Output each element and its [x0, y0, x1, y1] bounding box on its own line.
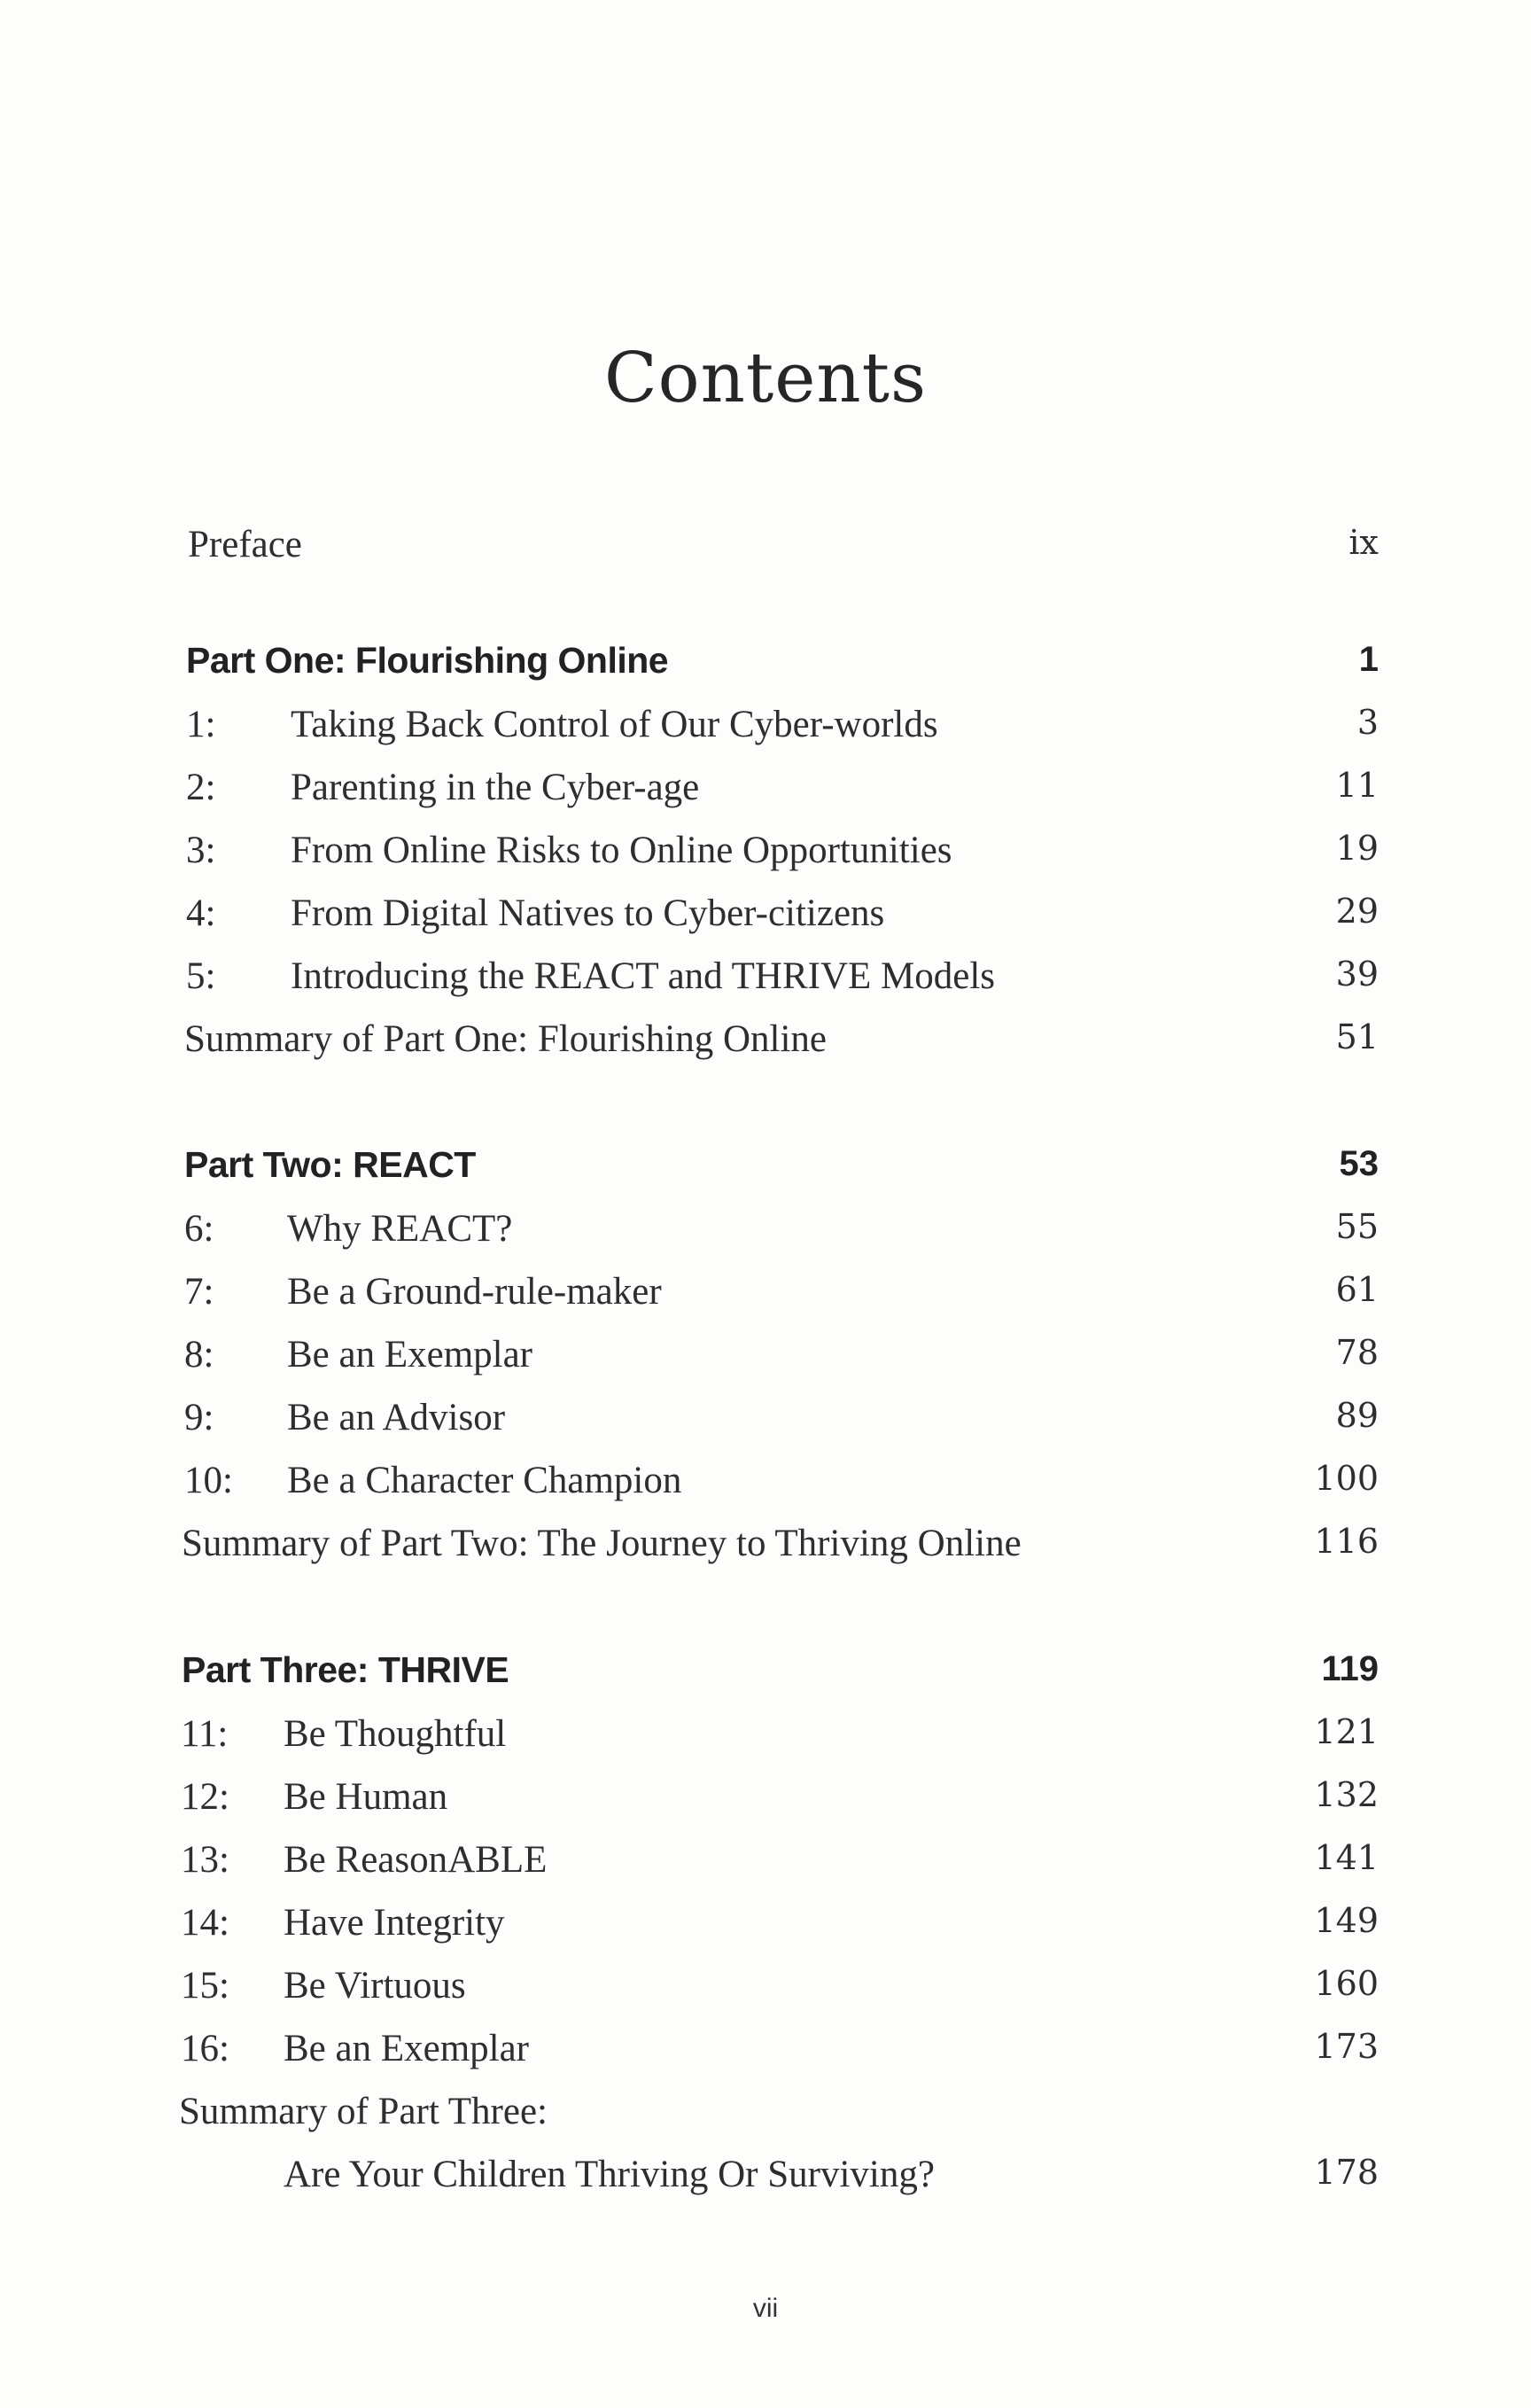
chapter-number: 15:: [181, 1965, 229, 2007]
toc-entry-summary[interactable]: [0, 1017, 1531, 1071]
chapter-number: 6:: [184, 1208, 214, 1250]
summary-page: 51: [1335, 1017, 1379, 1056]
summary-title: Summary of Part One: Flourishing Online: [184, 1018, 827, 1060]
chapter-title: Be an Exemplar: [287, 1334, 533, 1375]
chapter-title: Be Virtuous: [284, 1965, 466, 2007]
chapter-page: 173: [1314, 2027, 1379, 2066]
chapter-title: Why REACT?: [287, 1208, 513, 1250]
toc-entry[interactable]: [0, 1459, 1531, 1512]
chapter-number: 2:: [186, 767, 216, 808]
chapter-title: Taking Back Control of Our Cyber-worlds: [291, 704, 938, 745]
chapter-page: 149: [1314, 1901, 1379, 1940]
chapter-title: Be Human: [284, 1776, 448, 1818]
toc-entry[interactable]: [0, 1838, 1531, 1891]
toc-entry[interactable]: [0, 1775, 1531, 1828]
chapter-page: 100: [1314, 1459, 1379, 1498]
chapter-page: 78: [1335, 1333, 1379, 1372]
chapter-page: 11: [1335, 766, 1379, 805]
chapter-title: Parenting in the Cyber-age: [291, 767, 700, 808]
chapter-page: 141: [1314, 1838, 1379, 1877]
chapter-page: 29: [1335, 892, 1379, 931]
summary-title: Summary of Part Three:: [179, 2091, 548, 2132]
chapter-number: 10:: [184, 1460, 233, 1501]
toc-entry[interactable]: [0, 1712, 1531, 1765]
chapter-title: From Online Risks to Online Opportunities: [291, 830, 952, 871]
chapter-number: 16:: [181, 2028, 229, 2069]
chapter-number: 1:: [186, 704, 216, 745]
toc-entry[interactable]: [0, 1207, 1531, 1260]
toc-entry-summary[interactable]: [0, 2090, 1531, 2143]
chapter-page: 55: [1335, 1207, 1379, 1246]
chapter-page: 160: [1314, 1964, 1379, 2003]
toc-entry[interactable]: [0, 955, 1531, 1008]
toc-entry[interactable]: [0, 892, 1531, 945]
toc-entry[interactable]: [0, 1964, 1531, 2017]
toc-entry[interactable]: [0, 703, 1531, 756]
chapter-number: 7:: [184, 1271, 214, 1313]
chapter-title: Be an Advisor: [287, 1397, 506, 1438]
chapter-number: 11:: [181, 1713, 229, 1755]
page-number: vii: [752, 2294, 779, 2323]
page-title: Contents: [604, 339, 927, 419]
toc-part-heading[interactable]: [0, 1144, 1531, 1197]
chapter-title: Have Integrity: [284, 1902, 505, 1944]
toc-entry-summary-subtitle[interactable]: [0, 2153, 1531, 2206]
toc-part-heading[interactable]: [0, 1649, 1531, 1703]
chapter-title: Be Thoughtful: [284, 1713, 507, 1755]
part-title: Part Two: REACT: [184, 1144, 476, 1185]
entry-title: Preface: [188, 524, 302, 565]
chapter-number: 4:: [186, 892, 216, 934]
summary-page: 178: [1314, 2153, 1379, 2192]
toc-entry[interactable]: [0, 1270, 1531, 1323]
chapter-page: 39: [1335, 955, 1379, 994]
toc-entry[interactable]: [0, 1901, 1531, 1954]
toc-entry[interactable]: [0, 1333, 1531, 1386]
part-title: Part Three: THRIVE: [182, 1649, 509, 1690]
chapter-number: 8:: [184, 1334, 214, 1375]
chapter-title: Be ReasonABLE: [284, 1839, 548, 1881]
summary-title: Summary of Part Two: The Journey to Thriving Online: [182, 1523, 1022, 1564]
chapter-number: 13:: [181, 1839, 229, 1881]
chapter-title: Be an Exemplar: [284, 2028, 530, 2069]
chapter-page: 89: [1335, 1396, 1379, 1435]
chapter-page: 121: [1314, 1712, 1379, 1751]
toc-part-heading[interactable]: [0, 640, 1531, 693]
chapter-title: Be a Ground-rule-maker: [287, 1271, 662, 1313]
part-page: 1: [1358, 640, 1379, 679]
entry-page: ix: [1348, 523, 1379, 562]
toc-entry[interactable]: [0, 1396, 1531, 1449]
chapter-number: 14:: [181, 1902, 229, 1944]
chapter-number: 5:: [186, 955, 216, 997]
chapter-title: From Digital Natives to Cyber-citizens: [291, 892, 885, 934]
chapter-page: 19: [1335, 829, 1379, 868]
chapter-title: Be a Character Champion: [287, 1460, 682, 1501]
toc-entry-preface[interactable]: [0, 523, 1531, 576]
summary-subtitle: Are Your Children Thriving Or Surviving?: [284, 2154, 935, 2195]
chapter-title: Introducing the REACT and THRIVE Models: [291, 955, 996, 997]
chapter-number: 9:: [184, 1397, 214, 1438]
chapter-page: 3: [1356, 703, 1379, 742]
part-page: 119: [1321, 1649, 1379, 1688]
toc-entry[interactable]: [0, 766, 1531, 819]
toc-entry[interactable]: [0, 829, 1531, 882]
chapter-number: 3:: [186, 830, 216, 871]
toc-entry[interactable]: [0, 2027, 1531, 2080]
summary-page: 116: [1314, 1522, 1379, 1561]
chapter-page: 61: [1335, 1270, 1379, 1309]
chapter-page: 132: [1314, 1775, 1379, 1814]
chapter-number: 12:: [181, 1776, 229, 1818]
toc-entry-summary[interactable]: [0, 1522, 1531, 1575]
part-page: 53: [1339, 1144, 1379, 1183]
part-title: Part One: Flourishing Online: [186, 640, 669, 681]
